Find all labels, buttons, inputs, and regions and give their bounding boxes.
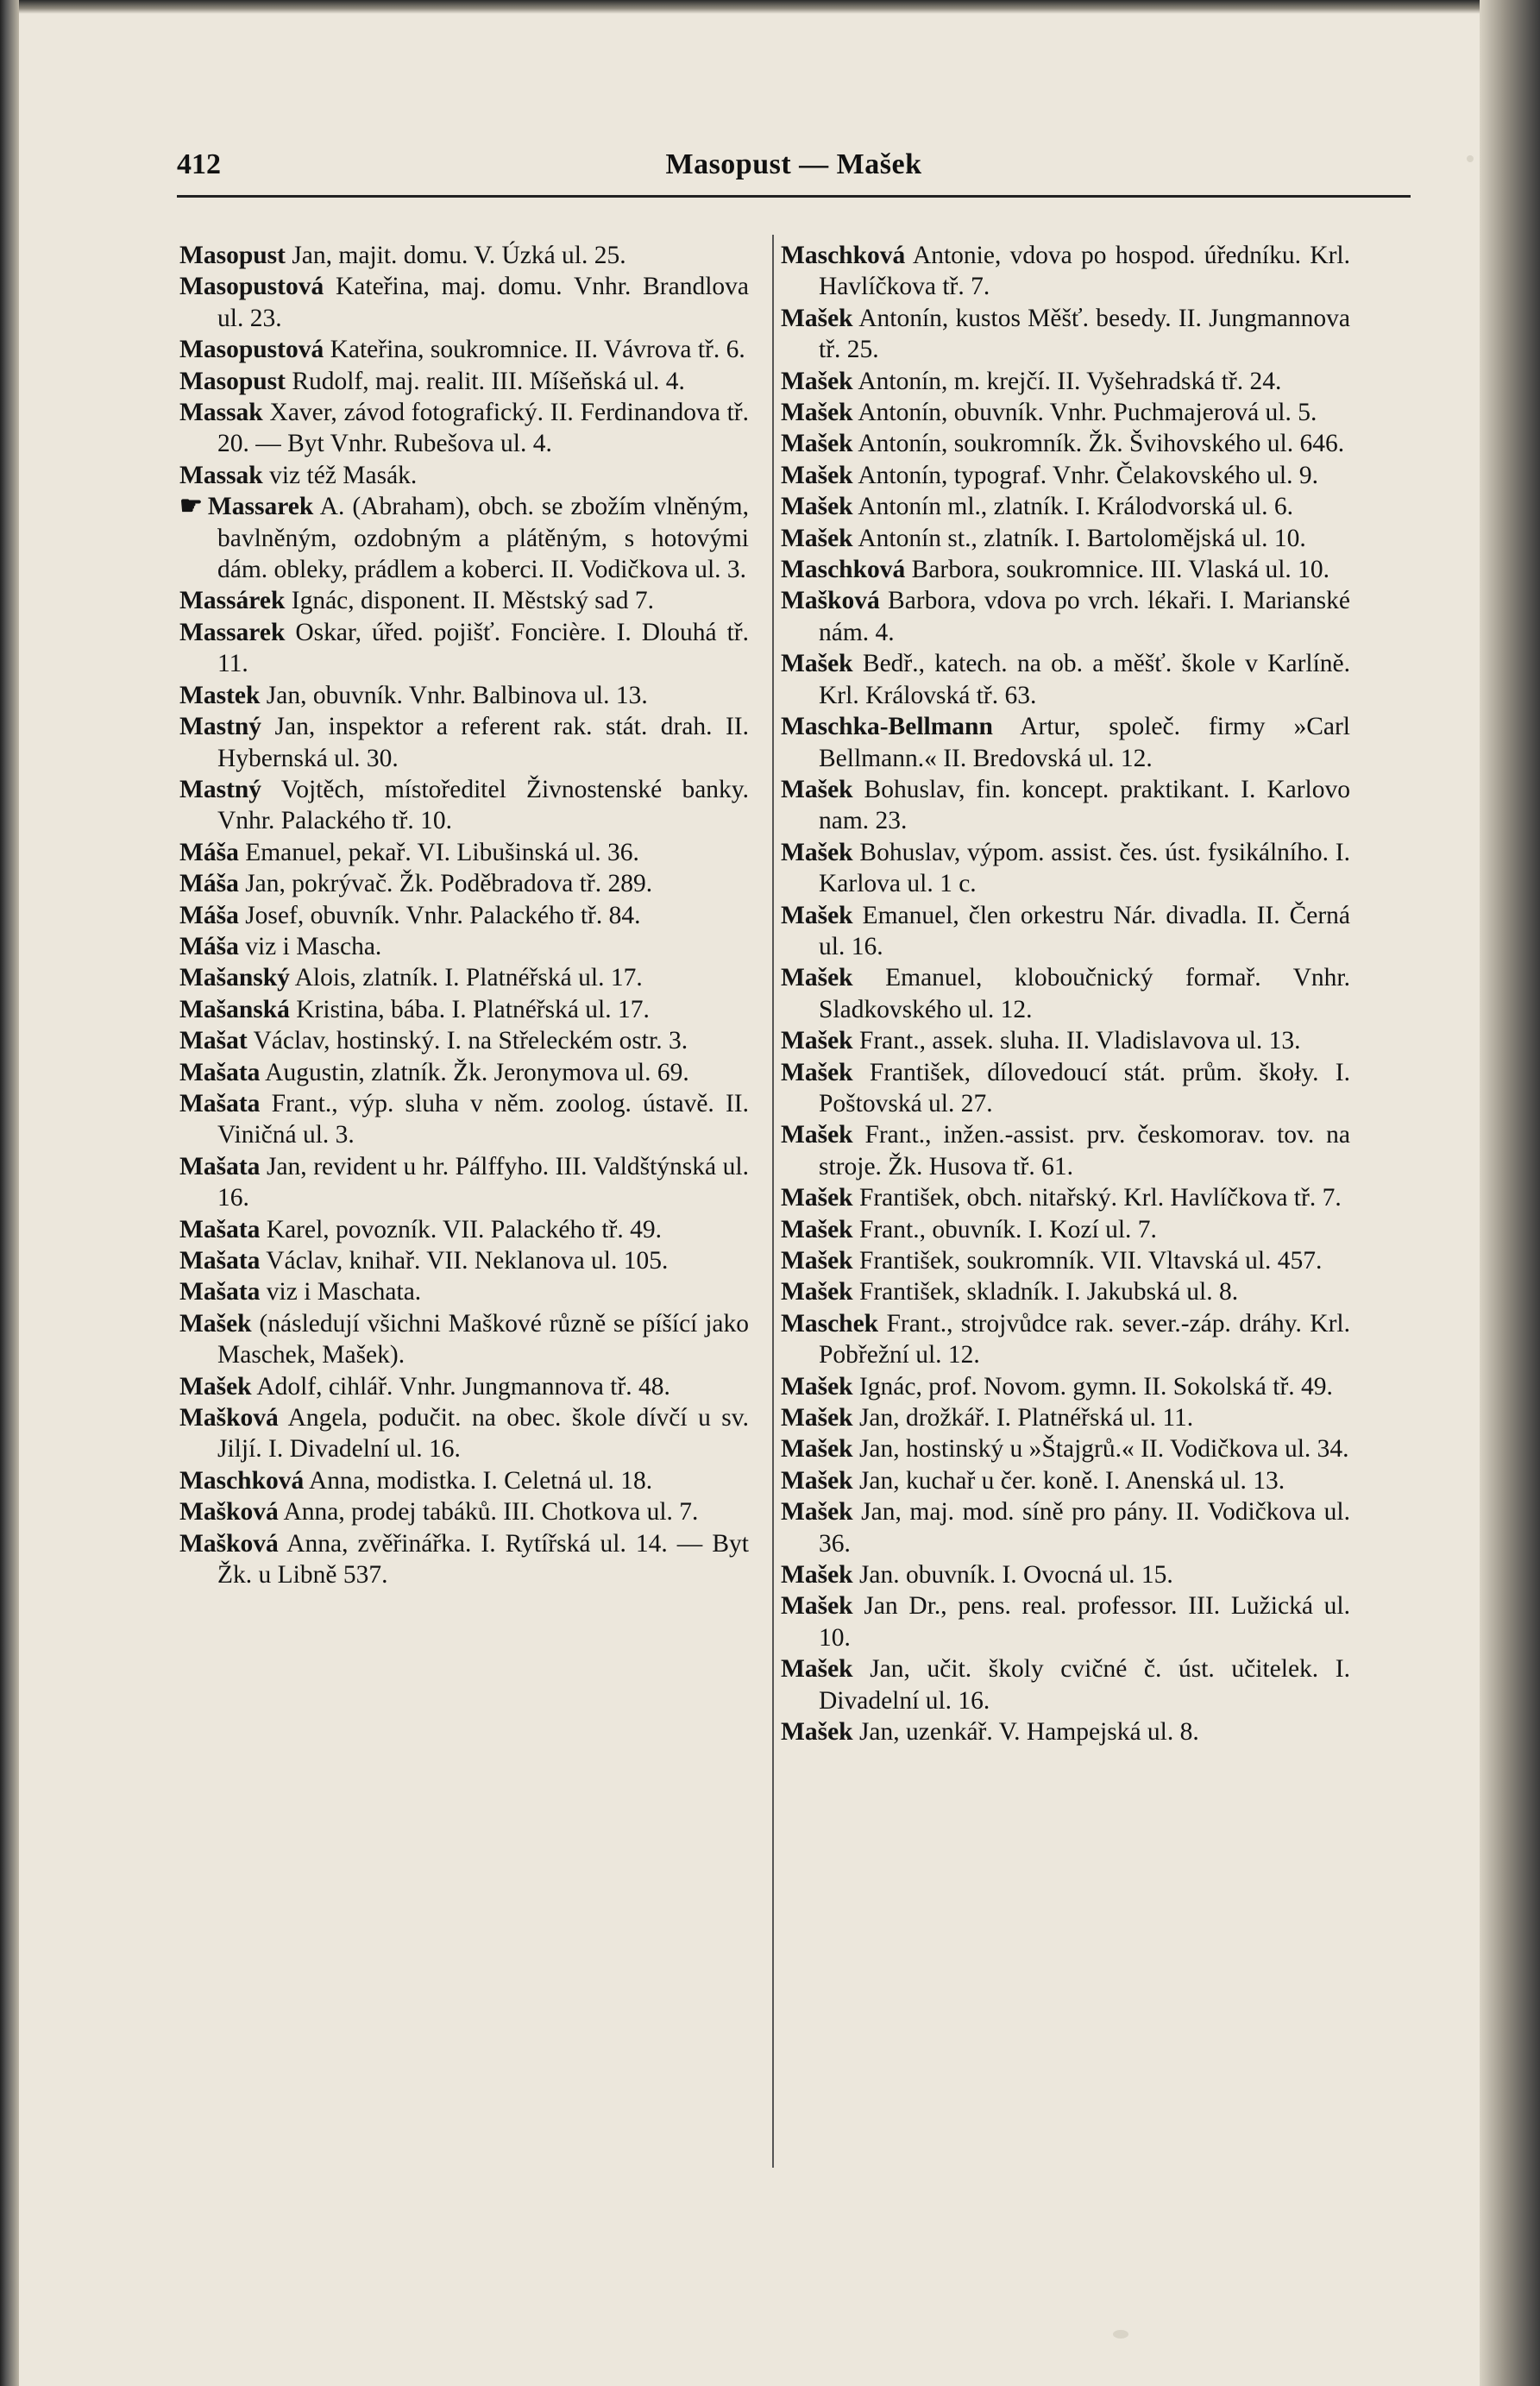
entry-surname: Mašek xyxy=(781,1278,853,1306)
directory-entry xyxy=(781,460,1350,491)
entry-details: Jan, učit. školy cvičné č. úst. učitelek. I. Divadelní ul. 16. xyxy=(819,1655,1350,1715)
directory-entry xyxy=(179,1151,749,1214)
entry-surname: Masopustová xyxy=(179,273,324,301)
entry-surname: Mašek xyxy=(179,1372,252,1401)
entry-surname: Mastek xyxy=(179,681,261,709)
entry-details: Václav, knihař. VII. Neklanova ul. 105. xyxy=(260,1247,669,1275)
entry-details: Kristina, bába. I. Platnéřská ul. 17. xyxy=(289,995,650,1023)
directory-entry xyxy=(179,491,749,585)
entry-surname: Mašek xyxy=(781,1404,853,1432)
entry-details: Angela, podučit. na obec. škole dívčí u sv. Jiljí. I. Divadelní ul. 16. xyxy=(217,1404,749,1464)
entry-surname: Mašanská xyxy=(179,995,290,1023)
directory-entry xyxy=(179,334,749,365)
entry-details: Frant., inžen.-assist. prv. českomorav. tov. na stroje. Žk. Husova tř. 61. xyxy=(819,1121,1350,1180)
entry-surname: Mašek xyxy=(781,1215,853,1243)
directory-entry xyxy=(781,1119,1350,1182)
entry-surname: Máša xyxy=(179,870,239,898)
directory-entry xyxy=(781,1496,1350,1559)
entry-details: Anna, modistka. I. Celetná ul. 18. xyxy=(304,1466,653,1495)
left-column xyxy=(179,240,749,1590)
entry-details: Karel, povozník. VII. Palackého tř. 49. xyxy=(260,1215,662,1243)
entry-details: Bohuslav, výpom. assist. čes. úst. fysikálního. I. Karlova ul. 1 c. xyxy=(819,838,1350,898)
entry-details: Kateřina, maj. domu. Vnhr. Brandlova ul. 23. xyxy=(217,273,749,332)
entry-surname: Mašek xyxy=(781,1121,853,1149)
entry-surname: Mašek xyxy=(179,1309,252,1338)
entry-surname: Mašek xyxy=(781,304,853,332)
directory-entry xyxy=(179,900,749,931)
entry-surname: Mašek xyxy=(781,1498,853,1527)
directory-entry xyxy=(179,1308,749,1371)
entry-surname: Maschka-Bellmann xyxy=(781,713,993,741)
running-head: Masopust — Mašek xyxy=(665,148,922,180)
entry-details: Jan Dr., pens. real. professor. III. Lužická ul. 10. xyxy=(819,1592,1350,1652)
directory-entry xyxy=(781,1433,1350,1464)
entry-details: Emanuel, kloboučnický formař. Vnhr. Sladkovského ul. 12. xyxy=(819,964,1350,1023)
entry-surname: Massarek xyxy=(207,493,314,521)
entry-surname: Mašek xyxy=(781,1592,853,1621)
header-rule xyxy=(177,195,1411,198)
entry-details: Emanuel, člen orkestru Nár. divadla. II. Černá ul. 16. xyxy=(819,901,1350,960)
entry-details: Jan, inspektor a referent rak. stát. drah. II. Hybernská ul. 30. xyxy=(217,713,749,772)
entry-surname: Mašek xyxy=(781,650,853,678)
entry-details: Frant., strojvůdce rak. sever.-záp. dráhy. Krl. Pobřežní ul. 12. xyxy=(819,1309,1350,1369)
scan-edge-left xyxy=(0,0,19,2386)
directory-entry xyxy=(179,1057,749,1088)
entry-surname: Masopustová xyxy=(179,336,324,364)
entry-surname: Maschková xyxy=(179,1466,305,1495)
entry-details: Artur, společ. firmy »Carl Bellmann.« II. Bredovská ul. 12. xyxy=(819,713,1350,772)
entry-surname: Maschková xyxy=(781,242,906,269)
entry-details: František, dílovedoucí stát. prům. škoły. I. Poštovská ul. 27. xyxy=(819,1058,1350,1117)
directory-entry xyxy=(179,1465,749,1496)
entry-details: Antonín, typograf. Vnhr. Čelakovského ul. 9. xyxy=(852,461,1319,489)
directory-entry xyxy=(781,523,1350,554)
entry-surname: Mašek xyxy=(781,461,853,489)
entry-details: Josef, obuvník. Vnhr. Palackého tř. 84. xyxy=(238,901,641,929)
entry-surname: Maschková xyxy=(781,556,906,584)
print-speck xyxy=(1113,2330,1128,2339)
entry-details: František, skladník. I. Jakubská ul. 8. xyxy=(852,1278,1239,1306)
entry-surname: Massárek xyxy=(179,587,286,615)
directory-entry xyxy=(781,1716,1350,1747)
entry-details: Vojtěch, místoředitel Živnostenské banky. Vnhr. Palackého tř. 10. xyxy=(217,775,749,835)
entry-details: Antonín, soukromník. Žk. Švihovského ul. 646. xyxy=(852,430,1345,458)
directory-entry xyxy=(781,1182,1350,1213)
directory-entry xyxy=(781,837,1350,900)
entry-details: Jan, uzenkář. V. Hampejská ul. 8. xyxy=(852,1718,1199,1747)
directory-entry xyxy=(179,711,749,774)
directory-entry xyxy=(781,303,1350,366)
directory-entry xyxy=(179,240,749,271)
entry-surname: Mašata xyxy=(179,1215,261,1243)
entry-surname: Mašek xyxy=(781,1655,853,1684)
directory-entry xyxy=(179,1402,749,1465)
entry-surname: Mašata xyxy=(179,1278,261,1306)
entry-surname: Mašek xyxy=(781,964,853,992)
directory-entry xyxy=(179,460,749,491)
entry-surname: Mašek xyxy=(781,399,853,427)
entry-details: Frant., assek. sluha. II. Vladislavova ul. 13. xyxy=(852,1027,1301,1055)
entry-details: Kateřina, soukromnice. II. Vávrova tř. 6. xyxy=(324,336,745,364)
directory-entry xyxy=(179,1214,749,1245)
entry-details: Barbora, vdova po vrch. lékaři. I. Marianské nám. 4. xyxy=(819,587,1350,646)
entry-details: Barbora, soukromnice. III. Vlaská ul. 10. xyxy=(905,556,1330,584)
entry-surname: Mašek xyxy=(781,1435,853,1464)
directory-entry xyxy=(179,1528,749,1591)
entry-details: Ignác, prof. Novom. gymn. II. Sokolská tř. 49. xyxy=(852,1372,1333,1401)
entry-details: Frant., výp. sluha v něm. zoolog. ústavě. II. Viničná ul. 3. xyxy=(217,1089,749,1149)
entry-details: Oskar, úřed. pojišť. Foncière. I. Dlouhá tř. 11. xyxy=(217,618,749,678)
directory-entry xyxy=(179,680,749,711)
entry-details: Rudolf, maj. realit. III. Míšeňská ul. 4. xyxy=(285,367,685,395)
directory-entry xyxy=(781,962,1350,1025)
entry-details: viz i Mascha. xyxy=(238,932,382,960)
entry-details: Jan, revident u hr. Pálffyho. III. Valdštýnská ul. 16. xyxy=(217,1152,749,1212)
directory-entry xyxy=(781,366,1350,397)
directory-entry xyxy=(781,1465,1350,1496)
entry-surname: Massarek xyxy=(179,618,286,646)
entry-details: Bedř., katech. na ob. a měšť. škole v Karlíně. Krl. Královská tř. 63. xyxy=(819,650,1350,709)
scan-edge-right xyxy=(1480,0,1540,2386)
entry-surname: Mašek xyxy=(781,1372,853,1401)
directory-entry xyxy=(179,1088,749,1151)
directory-entry xyxy=(179,397,749,460)
entry-details: Anna, prodej tabáků. III. Chotkova ul. 7. xyxy=(278,1498,699,1527)
entry-details: Augustin, zlatník. Žk. Jeronymova ul. 69. xyxy=(260,1058,689,1086)
entry-surname: Mašek xyxy=(781,367,853,395)
directory-entry xyxy=(781,1214,1350,1245)
entry-details: Jan, pokrývač. Žk. Poděbradova tř. 289. xyxy=(238,870,653,898)
entry-details: Emanuel, pekař. VI. Libušinská ul. 36. xyxy=(238,838,639,866)
entry-details: Antonín, m. krejčí. II. Vyšehradská tř. 24. xyxy=(852,367,1282,395)
directory-entry xyxy=(781,491,1350,522)
directory-entry xyxy=(781,1276,1350,1307)
entry-surname: Mašanský xyxy=(179,964,290,992)
page-number: 412 xyxy=(177,148,221,180)
entry-details: Adolf, cihlář. Vnhr. Jungmannova tř. 48. xyxy=(251,1372,670,1401)
entry-details: viz i Maschata. xyxy=(260,1278,422,1306)
directory-entry xyxy=(781,1025,1350,1056)
entry-details: Bohuslav, fin. koncept. praktikant. I. Karlovo nam. 23. xyxy=(819,775,1350,835)
directory-entry xyxy=(781,428,1350,459)
directory-entry xyxy=(781,554,1350,585)
entry-surname: Mašata xyxy=(179,1058,261,1086)
directory-entry xyxy=(179,994,749,1025)
pointing-hand-icon: ☛ xyxy=(179,492,203,521)
directory-entry xyxy=(179,1276,749,1307)
directory-entry xyxy=(781,711,1350,774)
entry-surname: Mašková xyxy=(179,1529,279,1558)
entry-details: A. (Abraham), obch. se zbožím vlněným, bavlněným, ozdobným a plátěným, s hotovými dám. obleky, prádlem a koberci. II. Vodičkova ul. 3. xyxy=(217,493,749,584)
entry-details: Jan, drožkář. I. Platnéřská ul. 11. xyxy=(852,1404,1194,1432)
entry-details: Alois, zlatník. I. Platnéřská ul. 17. xyxy=(289,964,643,992)
entry-surname: Mašek xyxy=(781,493,853,521)
directory-entry xyxy=(179,271,749,334)
directory-entry xyxy=(781,774,1350,837)
directory-entry xyxy=(781,1590,1350,1653)
print-speck xyxy=(1467,155,1474,162)
directory-entry xyxy=(781,1057,1350,1120)
directory-entry xyxy=(781,1559,1350,1590)
entry-surname: Massak xyxy=(179,399,263,427)
directory-entry xyxy=(179,774,749,837)
entry-surname: Mašek xyxy=(781,1184,853,1212)
entry-surname: Massak xyxy=(179,461,263,489)
directory-entry xyxy=(179,1496,749,1527)
column-divider xyxy=(772,235,774,2168)
entry-surname: Máša xyxy=(179,901,239,929)
entry-surname: Mašek xyxy=(781,524,853,552)
directory-entry xyxy=(781,1371,1350,1402)
page-header xyxy=(177,138,1411,190)
entry-details: František, obch. nitařský. Krl. Havlíčkova tř. 7. xyxy=(852,1184,1342,1212)
entry-details: Xaver, závod fotografický. II. Ferdinandova tř. 20. — Byt Vnhr. Rubešova ul. 4. xyxy=(217,399,749,458)
directory-entry xyxy=(781,900,1350,963)
entry-surname: Mašat xyxy=(179,1027,248,1055)
entry-details: Jan, obuvník. Vnhr. Balbinova ul. 13. xyxy=(260,681,648,709)
entry-details: Anna, zvěřinářka. I. Rytířská ul. 14. — Byt Žk. u Libně 537. xyxy=(217,1529,749,1590)
directory-entry xyxy=(781,240,1350,303)
right-column xyxy=(781,240,1350,1748)
entry-surname: Mašata xyxy=(179,1247,261,1275)
entry-details: Jan, hostinský u »Štajgrů.« II. Vodičkova ul. 34. xyxy=(852,1435,1349,1464)
entry-details: Antonín st., zlatník. I. Bartolomějská ul. 10. xyxy=(852,524,1306,552)
entry-surname: Mašek xyxy=(781,1058,853,1086)
entry-details: Ignác, disponent. II. Městský sad 7. xyxy=(285,587,655,615)
entry-details: (následují všichni Maškové různě se píšící jako Maschek, Mašek). xyxy=(217,1309,749,1369)
directory-entry xyxy=(179,1025,749,1056)
directory-entry xyxy=(179,617,749,680)
entry-surname: Mašata xyxy=(179,1089,261,1117)
entry-details: Jan, majit. domu. V. Úzká ul. 25. xyxy=(285,242,626,269)
entry-surname: Mašek xyxy=(781,430,853,458)
entry-surname: Mašková xyxy=(781,587,880,615)
entry-surname: Mašek xyxy=(781,1027,853,1055)
directory-entry xyxy=(781,648,1350,711)
entry-surname: Mašek xyxy=(781,1247,853,1275)
entry-surname: Mašek xyxy=(781,1561,853,1590)
directory-entry xyxy=(179,1245,749,1276)
entry-details: Antonín ml., zlatník. I. Králodvorská ul. 6. xyxy=(852,493,1294,521)
entry-surname: Mašek xyxy=(781,775,853,803)
entry-details: viz též Masák. xyxy=(262,461,418,489)
entry-surname: Masopust xyxy=(179,367,286,395)
directory-entry xyxy=(179,962,749,993)
entry-details: Antonie, vdova po hospod. úředníku. Krl. Havlíčkova tř. 7. xyxy=(819,242,1350,301)
directory-entry xyxy=(179,931,749,962)
directory-entry xyxy=(781,1245,1350,1276)
entry-surname: Mašek xyxy=(781,838,853,866)
entry-surname: Máša xyxy=(179,838,239,866)
entry-surname: Mašková xyxy=(179,1498,279,1527)
entry-details: Frant., obuvník. I. Kozí ul. 7. xyxy=(852,1215,1157,1243)
entry-surname: Mašek xyxy=(781,1466,853,1495)
entry-details: Antonín, kustos Měšť. besedy. II. Jungmannova tř. 25. xyxy=(819,304,1350,364)
entry-surname: Mašata xyxy=(179,1152,261,1180)
entry-surname: Mašková xyxy=(179,1404,279,1432)
entry-surname: Mašek xyxy=(781,901,853,929)
entry-details: Jan. obuvník. I. Ovocná ul. 15. xyxy=(852,1561,1173,1590)
directory-entry xyxy=(179,837,749,868)
directory-entry xyxy=(781,1308,1350,1371)
entry-surname: Mastný xyxy=(179,713,262,741)
directory-entry xyxy=(781,585,1350,648)
entry-surname: Maschek xyxy=(781,1309,879,1338)
entry-surname: Mašek xyxy=(781,1718,853,1747)
entry-surname: Máša xyxy=(179,932,239,960)
directory-entry xyxy=(179,585,749,616)
entry-details: Jan, kuchař u čer. koně. I. Anenská ul. 13. xyxy=(852,1466,1285,1495)
entry-details: Václav, hostinský. I. na Střeleckém ostr. 3. xyxy=(247,1027,688,1055)
entry-details: František, soukromník. VII. Vltavská ul. 457. xyxy=(852,1247,1323,1275)
scan-edge-top xyxy=(0,0,1540,14)
entry-surname: Mastný xyxy=(179,775,262,803)
entry-details: Antonín, obuvník. Vnhr. Puchmajerová ul. 5. xyxy=(852,399,1317,427)
directory-entry xyxy=(179,868,749,899)
entry-details: Jan, maj. mod. síně pro pány. II. Vodičkova ul. 36. xyxy=(819,1498,1350,1558)
directory-entry xyxy=(179,366,749,397)
entry-surname: Masopust xyxy=(179,242,286,269)
directory-entry xyxy=(781,1402,1350,1433)
directory-entry xyxy=(781,1653,1350,1716)
directory-entry xyxy=(781,397,1350,428)
directory-entry xyxy=(179,1371,749,1402)
